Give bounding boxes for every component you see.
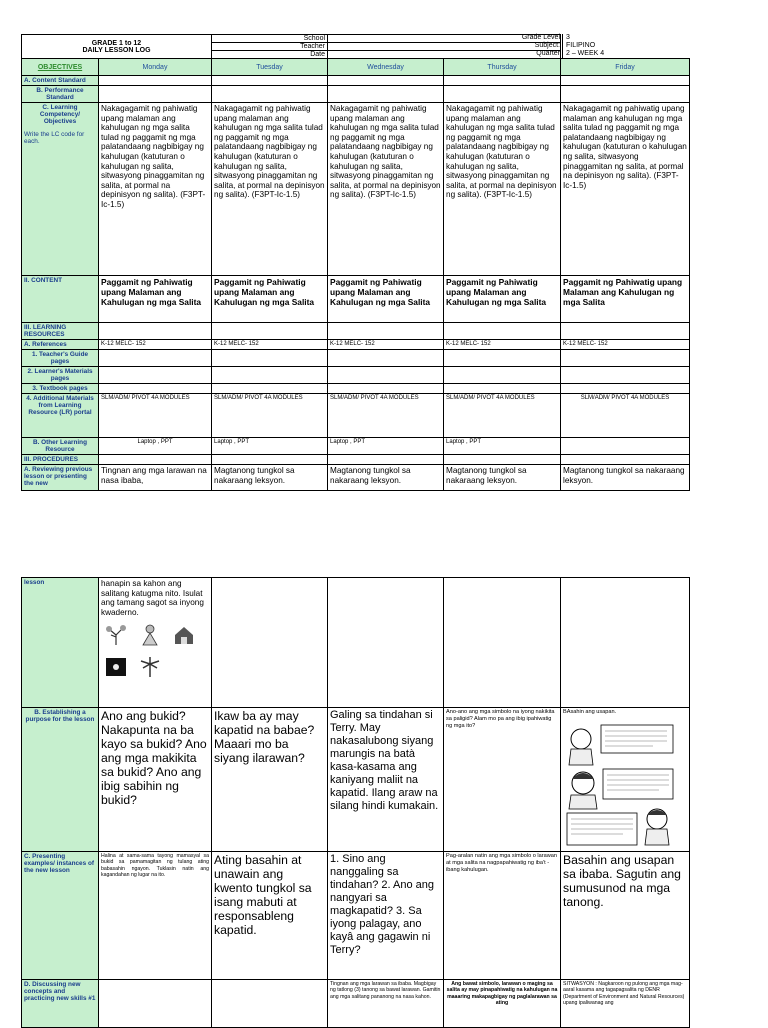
- day-friday: Friday: [561, 59, 690, 76]
- additional-friday: SLM/ADM/ PIVOT 4A MODULES: [561, 394, 690, 438]
- content-monday: Paggamit ng Pahiwatig upang Malaman ang Kahulugan ng mga Salita: [99, 276, 212, 323]
- quarter-label: Quarter: [441, 50, 563, 58]
- day-monday: Monday: [99, 59, 212, 76]
- objective-thursday: Nakagagamit ng pahiwatig upang malaman ang kahulugan ng mga salita tulad ng paggamit ng mga palatandaang nagbibigay ng kahulugan (katuturan o kahulugan ng salita, sitwasyong pinaggamitan ng salita, at pormal na depinisyon ng salita). (F3PT-Ic-1.5): [444, 103, 561, 276]
- establish-wednesday: Galing sa tindahan si Terry. May nakasalubong siyang marungis na batà kasa-kasama ang kaniyang maliit na kapatid. Ilang araw na silang hindi kumakain.: [328, 708, 444, 852]
- discuss-thursday: Ang bawat simbolo, larawan o maging sa salita ay may pinapahiwatig na kahulugan na maaaring makapagbigay ng paglalarawan sa ating: [444, 980, 561, 1028]
- objectives-header: OBJECTIVES: [22, 59, 99, 76]
- objective-wednesday: Nakagagamit ng pahiwatig upang malaman ang kahulugan ng mga salita tulad ng paggamit ng mga palatandaang nagbibigay ng kahulugan (katuturan o kahulugan ng salita, sitwasyong pinaggamitan ng salita, at pormal na depinisyon ng salita). (F3PT-Ic-1.5): [328, 103, 444, 276]
- additional-materials-label: 4. Additional Materials from Learning Resource (LR) portal: [22, 394, 99, 438]
- night-picture-icon: [101, 653, 131, 681]
- learning-resources-label: III. LEARNING RESOURCES: [22, 323, 99, 340]
- grade-level-value: 3: [566, 34, 570, 41]
- present-monday: Halina at sama-sama tayong mamasyal sa bukid sa pamamagitan ng tulang ating babasahin ngayon. Tuklasin natin ang kagandahan ng lugar na ito.: [99, 852, 212, 980]
- content-thursday: Paggamit ng Pahiwatig upang Malaman ang Kahulugan ng mga Salita: [444, 276, 561, 323]
- present-tuesday: Ating basahin at unawain ang kwento tungkol sa isang mabuti at responsableng kapatid.: [212, 852, 328, 980]
- references-wednesday: K-12 MELC- 152: [328, 340, 444, 350]
- review-thursday: Magtanong tungkol sa nakaraang leksyon.: [444, 465, 561, 491]
- procedures-label: III. PROCEDURES: [22, 455, 99, 465]
- establish-tuesday: Ikaw ba ay may kapatid na babae? Maaari mo ba siyang ilarawan?: [212, 708, 328, 852]
- learners-materials-label: 2. Learner's Materials pages: [22, 367, 99, 384]
- girl-picture-icon: [135, 621, 165, 649]
- house-picture-icon: [169, 621, 199, 649]
- subject-label: Subject:: [441, 42, 563, 50]
- establish-friday: BAsahin ang usapan.: [561, 708, 690, 852]
- lesson-log-table-top: [21, 34, 690, 491]
- header-right-block: [441, 34, 689, 58]
- discuss-wednesday: Tingnan ang mga larawan sa ibaba. Magbigay ng tatlong (3) tanong sa bawat larawan. Gamitin ang mga salitang pananong na nasa kahon.: [328, 980, 444, 1028]
- days-header-row: [22, 59, 690, 76]
- day-thursday: Thursday: [444, 59, 561, 76]
- content-tuesday: Paggamit ng Pahiwatig upang Malaman ang Kahulugan ng mga Salita: [212, 276, 328, 323]
- header-title: GRADE 1 to 12 DAILY LESSON LOG: [22, 35, 212, 59]
- discussing-label: D. Discussing new concepts and practicing new skills #1: [22, 980, 99, 1028]
- objective-friday: Nakagagamit ng pahiwatig upang malaman ang kahulugan ng mga salita tulad ng paggamit ng mga palatandaang nagbibigay ng kahulugan (katuturan o kahulugan ng salita, sitwasyong pinaggamitan ng salita, at pormal na depinisyon ng salita). (F3PT-Ic-1.5): [561, 103, 690, 276]
- discuss-friday: SITWASYON : Nagkaroon ng pulong ang mga mag-aaral kasama ang tagapagsalita ng DENR (Department of Environment and Natural Resources) upang ipaliwanag ang: [561, 980, 690, 1028]
- review-monday-cont: hanapin sa kahon ang salitang katugma nito. Isulat ang tamang sagot sa inyong kwaderno.: [99, 578, 212, 708]
- lesson-log-table-bottom: [21, 577, 690, 1028]
- rhyme-pictures: [101, 621, 209, 681]
- day-tuesday: Tuesday: [212, 59, 328, 76]
- other-tuesday: Laptop , PPT: [212, 438, 328, 455]
- teachers-guide-label: 1. Teacher's Guide pages: [22, 350, 99, 367]
- lc-note: Write the LC code for each.: [24, 131, 85, 145]
- review-monday: Tingnan ang mga larawan na nasa ibaba,: [99, 465, 212, 491]
- references-monday: K-12 MELC- 152: [99, 340, 212, 350]
- review-wednesday: Magtanong tungkol sa nakaraang leksyon.: [328, 465, 444, 491]
- establish-monday: Ano ang bukid? Nakapunta na ba kayo sa bukid? Ano ang mga makikita sa bukid? Ano ang ibig sabihin ng bukid?: [99, 708, 212, 852]
- establish-thursday: Ano-ano ang mga simbolo na iyong nakikita sa paligid? Alam mo pa ang ibig ipahiwatig ng mga ito?: [444, 708, 561, 852]
- other-thursday: Laptop , PPT: [444, 438, 561, 455]
- reviewing-label: A. Reviewing previous lesson or presenting the new: [22, 465, 99, 491]
- content-wednesday: Paggamit ng Pahiwatig upang Malaman ang Kahulugan ng mga Salita: [328, 276, 444, 323]
- textbook-pages-label: 3. Textbook pages: [22, 384, 99, 394]
- learning-competency-label: C. Learning Competency/ Objectives Write the LC code for each.: [22, 103, 99, 276]
- references-thursday: K-12 MELC- 152: [444, 340, 561, 350]
- palm-picture-icon: [135, 653, 165, 681]
- objective-tuesday: Nakagagamit ng pahiwatig upang malaman ang kahulugan ng mga salita tulad ng paggamit ng mga palatandaang nagbibigay ng kahulugan (katuturan o kahulugan ng salita, sitwasyong pinaggamitan ng salita, at pormal na depinisyon ng salita). (F3PT-Ic-1.5): [212, 103, 328, 276]
- additional-tuesday: SLM/ADM/ PIVOT 4A MODULES: [212, 394, 328, 438]
- reviewing-cont-label: lesson: [22, 578, 99, 708]
- present-thursday: Pag-aralan natin ang mga simbolo o larawan at mga salita na nagpapahiwatig ng iba't -ibang kahulugan.: [444, 852, 561, 980]
- references-tuesday: K-12 MELC- 152: [212, 340, 328, 350]
- presenting-label: C. Presenting examples/ instances of the new lesson: [22, 852, 99, 980]
- additional-wednesday: SLM/ADM/ PIVOT 4A MODULES: [328, 394, 444, 438]
- day-wednesday: Wednesday: [328, 59, 444, 76]
- content-standard-label: A. Content Standard: [22, 76, 99, 86]
- school-label: School: [212, 35, 328, 43]
- references-friday: K-12 MELC- 152: [561, 340, 690, 350]
- objective-monday: Nakagagamit ng pahiwatig upang malaman ang kahulugan ng mga salita tulad ng paggamit ng mga palatandaang nagbibigay ng kahulugan (katuturan o kahulugan ng salita, sitwasyong pinaggamitan ng salita, at pormal na depinisyon ng salita). (F3PT-Ic-1.5): [99, 103, 212, 276]
- quarter-value: 2 – WEEK 4: [566, 50, 605, 57]
- performance-standard-label: B. Performance Standard: [22, 86, 99, 103]
- present-friday: Basahin ang usapan sa ibaba. Sagutin ang sumusunod na mga tanong.: [561, 852, 690, 980]
- content-friday: Paggamit ng Pahiwatig upang Malaman ang Kahulugan ng mga Salita: [561, 276, 690, 323]
- review-friday: Magtanong tungkol sa nakaraang leksyon.: [561, 465, 690, 491]
- date-label: Date: [212, 51, 328, 59]
- subject-value: FILIPINO: [566, 42, 596, 49]
- additional-thursday: SLM/ADM/ PIVOT 4A MODULES: [444, 394, 561, 438]
- comic-dialogue-picture: [563, 719, 679, 847]
- other-resources-label: B. Other Learning Resource: [22, 438, 99, 455]
- establishing-label: B. Establishing a purpose for the lesson: [22, 708, 99, 852]
- content-label: II. CONTENT: [22, 276, 99, 323]
- additional-monday: SLM/ADM/ PIVOT 4A MODULES: [99, 394, 212, 438]
- teacher-label: Teacher: [212, 43, 328, 51]
- other-wednesday: Laptop , PPT: [328, 438, 444, 455]
- tree-picture-icon: [101, 621, 131, 649]
- present-wednesday: 1. Sino ang nanggaling sa tindahan? 2. Ano ang nangyari sa magkapatid? 3. Sa iyong palagay, ano kayâ ang gagawin ni Terry?: [328, 852, 444, 980]
- other-monday: Laptop , PPT: [99, 438, 212, 455]
- grade-level-label: Grade Level: [441, 34, 563, 42]
- review-tuesday: Magtanong tungkol sa nakaraang leksyon.: [212, 465, 328, 491]
- references-label: A. References: [22, 340, 99, 350]
